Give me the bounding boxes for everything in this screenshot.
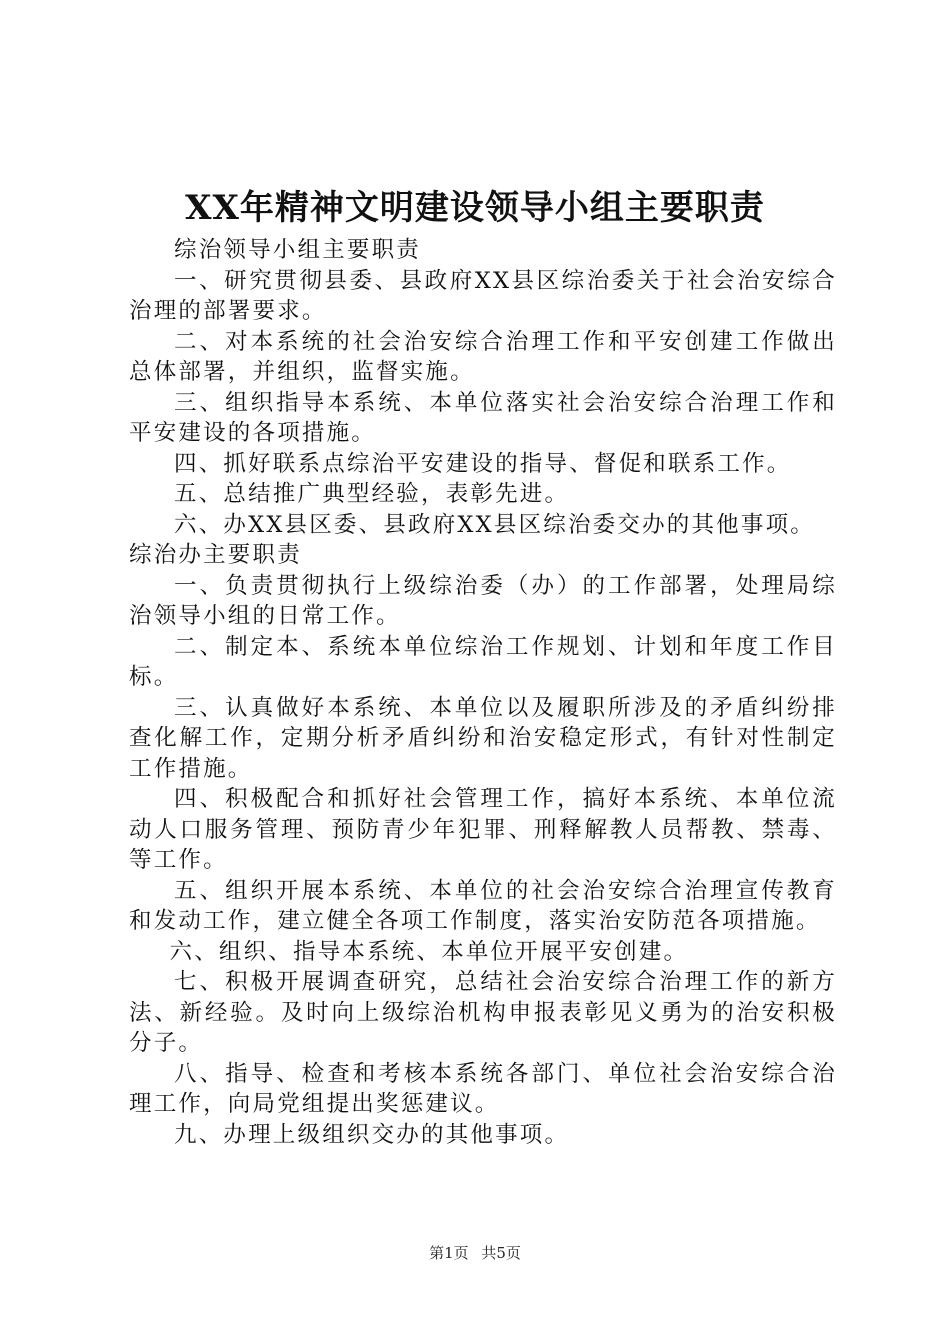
list-item: 四、抓好联系点综治平安建设的指导、督促和联系工作。	[174, 450, 792, 477]
list-item: 九、办理上级组织交办的其他事项。	[174, 1121, 570, 1148]
list-item: 三、认真做好本系统、本单位以及履职所涉及的矛盾纠纷排查化解工作，定期分析矛盾纠纷和治安稳定形式，有针对性制定工作措施。	[129, 694, 837, 782]
list-item: 八、指导、检查和考核本系统各部门、单位社会治安综合治理工作，向局党组提出奖惩建议。	[129, 1060, 837, 1117]
document-body	[129, 235, 837, 1150]
list-item: 五、总结推广典型经验，表彰先进。	[174, 481, 570, 507]
document-title: XX年精神文明建设领导小组主要职责	[185, 188, 765, 228]
list-item: 三、组织指导本系统、本单位落实社会治安综合治理工作和平安建设的各项措施。	[129, 389, 837, 446]
list-item: 四、积极配合和抓好社会管理工作，搞好本系统、本单位流动人口服务管理、预防青少年犯罪、刑释解教人员帮教、禁毒、等工作。	[129, 786, 837, 873]
list-item: 七、积极开展调查研究，总结社会治安综合治理工作的新方法、新经验。及时向上级综治机构申报表彰见义勇为的治安积极分子。	[129, 969, 837, 1056]
list-item: 二、对本系统的社会治安综合治理工作和平安创建工作做出总体部署，并组织，监督实施。	[129, 328, 837, 385]
section-heading: 综治领导小组主要职责	[174, 237, 422, 263]
page-number: 第1页	[429, 1244, 469, 1262]
list-item: 二、制定本、系统本单位综治工作规划、计划和年度工作目标。	[129, 633, 837, 690]
list-item: 一、研究贯彻县委、县政府XX县区综治委关于社会治安综合治理的部署要求。	[129, 267, 837, 324]
page-footer	[0, 1243, 950, 1263]
page-count: 共5页	[481, 1244, 521, 1262]
list-item: 五、组织开展本系统、本单位的社会治安综合治理宣传教育和发动工作，建立健全各项工作制度，落实治安防范各项措施。	[129, 877, 837, 934]
list-item: 一、负责贯彻执行上级综治委（办）的工作部署，处理局综治领导小组的日常工作。	[129, 572, 837, 629]
list-item: 六、组织、指导本系统、本单位开展平安创建。	[169, 938, 689, 965]
list-item: 六、办XX县区委、县政府XX县区综治委交办的其他事项。	[174, 511, 815, 538]
section-heading: 综治办主要职责	[129, 542, 302, 568]
